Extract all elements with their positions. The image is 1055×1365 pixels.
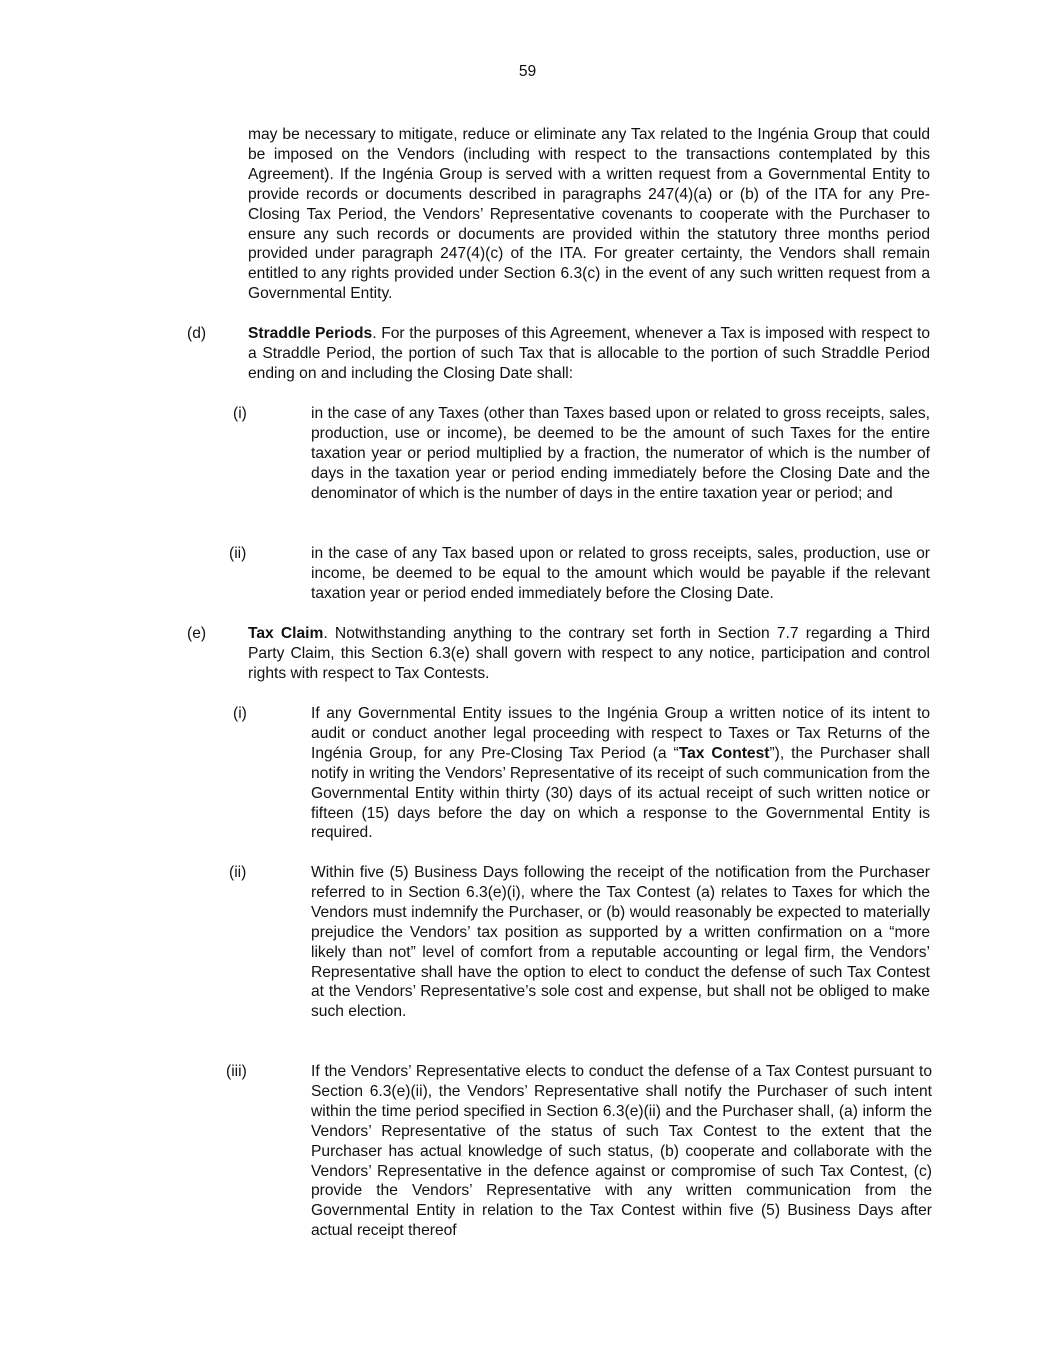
section-e-i-label: (i) [233, 705, 247, 722]
section-d-text: . For the purposes of this Agreement, whenever a Tax is imposed with respect to a Straddle Period, the portion of such Tax that is allocable to the portion of such Straddle Period ending on and including the Closing Date shall: [248, 325, 931, 382]
section-d-ii-label: (ii) [229, 545, 247, 562]
section-e-i-text-after: ”), the Purchaser shall notify in writing the Vendors’ Representative of its receipt of such communication from the Governmental Entity within thirty (30) days of its actual receipt of such written notice or fifteen (15) days before the day on which a response to the Governmental Entity is required. [311, 744, 930, 842]
section-e-ii-label: (ii) [229, 864, 247, 881]
tax-contest-term: Tax Contest [678, 744, 770, 762]
section-d-paragraph [248, 324, 930, 384]
section-e-heading: Tax Claim [248, 625, 324, 642]
section-e-text: . Notwithstanding anything to the contrary set forth in Section 7.7 regarding a Third Party Claim, this Section 6.3(e) shall govern with respect to any notice, participation and control rights with respect to Tax Contests. [248, 625, 930, 682]
section-e-label: (e) [187, 625, 207, 642]
section-e-iii-paragraph: If the Vendors’ Representative elects to conduct the defense of a Tax Contest pursuant to Section 6.3(e)(ii), the Vendors’ Representative shall notify the Purchaser of such intent within the time period specified in Section 6.3(e)(ii) and the Purchaser shall, (a) inform the Vendors’ Representative of the status of such Tax Contest to the extent that the Purchaser has actual knowledge of such status, (b) cooperate and collaborate with the Vendors’ Representative in the defence against or compromise of such Tax Contest, (c) provide the Vendors’ Representative with any written communication from the Governmental Entity in relation to the Tax Contest within five (5) Business Days after actual receipt thereof [311, 1063, 932, 1240]
section-e-iii-label: (iii) [226, 1063, 247, 1080]
section-d-i-paragraph: in the case of any Taxes (other than Taxes based upon or related to gross receipts, sales, production, use or income), be deemed to be the amount of such Taxes for the entire taxation year or period multiplied by a fraction, the numerator of which is the number of days in the taxation year or period ending immediately before the Closing Date and the denominator of which is the number of days in the entire taxation year or period; and [311, 405, 930, 502]
page-number: 59 [518, 63, 537, 80]
section-d-ii-paragraph: in the case of any Tax based upon or related to gross receipts, sales, production, use or income, be deemed to be equal to the amount which would be payable if the relevant taxation year or period ended immediately before the Closing Date. [311, 545, 930, 602]
section-e-paragraph [248, 624, 930, 684]
section-e-ii-paragraph: Within five (5) Business Days following the receipt of the notification from the Purchaser referred to in Section 6.3(e)(i), where the Tax Contest (a) relates to Taxes for which the Vendors must indemnify the Purchaser, or (b) would reasonably be expected to materially prejudice the Vendors’ tax position as supported by a written confirmation on a “more likely than not” level of comfort from a reputable accounting or legal firm, the Vendors’ Representative shall have the option to elect to conduct the defense of such Tax Contest at the Vendors’ Representative’s sole cost and expense, but shall not be obliged to make such election. [311, 864, 930, 1021]
section-e-i-paragraph [311, 704, 930, 843]
section-d-heading: Straddle Periods [248, 325, 373, 342]
section-d-label: (d) [187, 325, 207, 342]
section-d-i-label: (i) [233, 405, 247, 422]
section-e-i-text-before: If any Governmental Entity issues to the Ingénia Group a written notice of its intent to audit or conduct another legal proceeding with respect to Taxes or Tax Returns of the Ingénia Group, for any Pre-Closing Tax Period (a “ [311, 705, 930, 762]
intro-paragraph: may be necessary to mitigate, reduce or eliminate any Tax related to the Ingénia Group that could be imposed on the Vendors (including with respect to the transactions contemplated by this Agreement). If the Ingénia Group is served with a written request from a Governmental Entity to provide records or documents described in paragraphs 247(4)(a) or (b) of the ITA for any Pre-Closing Tax Period, the Vendors’ Representative covenants to cooperate with the Purchaser to ensure any such records or documents are provided within the statutory three months period provided under paragraph 247(4)(c) of the ITA. For greater certainty, the Vendors shall remain entitled to any rights provided under Section 6.3(c) in the event of any such written request from a Governmental Entity. [248, 126, 930, 303]
